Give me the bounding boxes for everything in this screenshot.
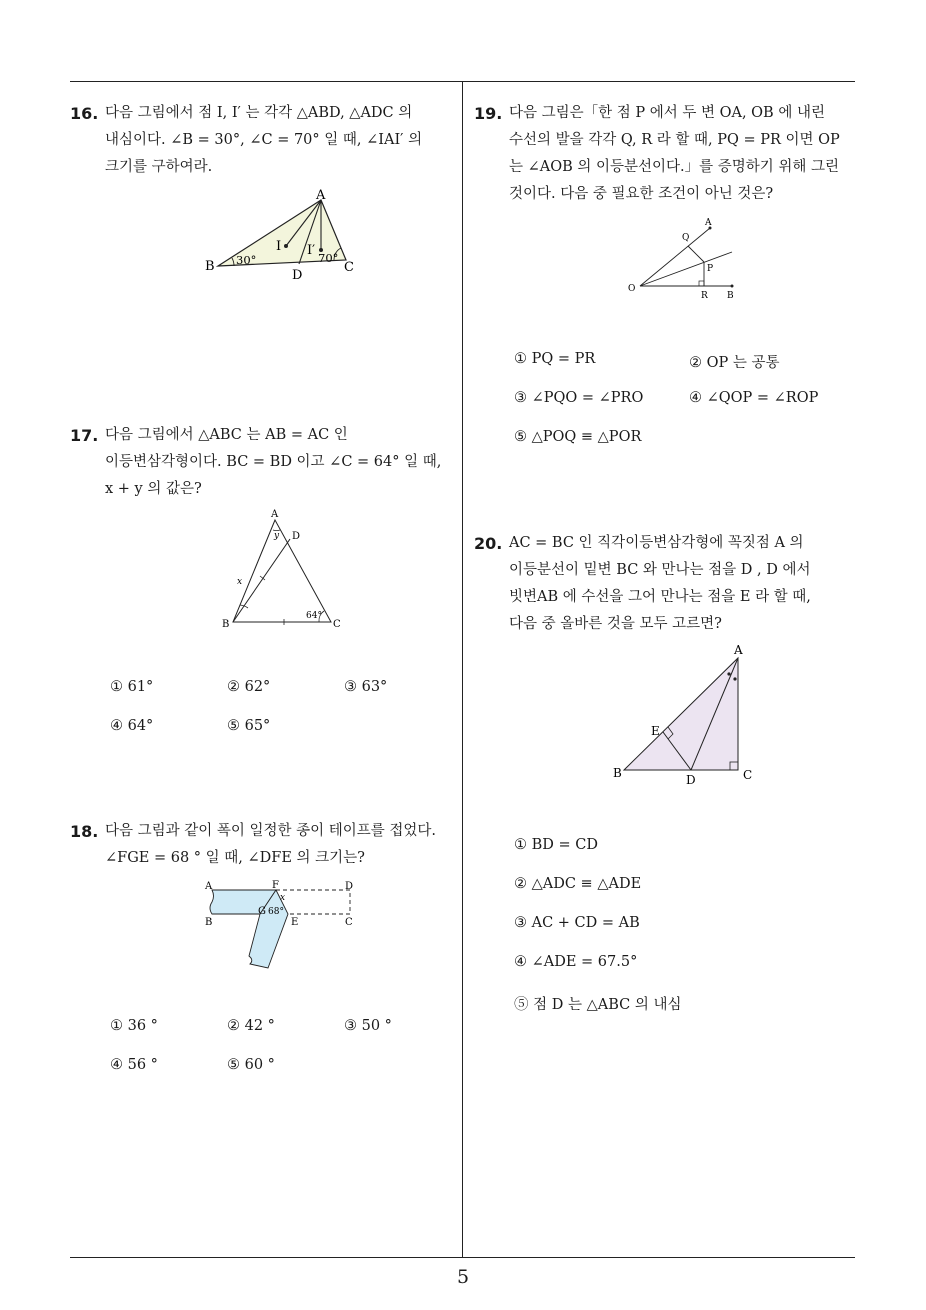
choice-5[interactable]: ⑤ 60 °	[227, 1057, 275, 1073]
angle-label: 68°	[268, 907, 284, 917]
question-17	[70, 422, 460, 512]
question-line: 수선의 발을 각각 Q, R 라 할 때, PQ = PR 이면 OP	[509, 132, 840, 148]
label-a: A	[271, 509, 279, 520]
question-19	[474, 100, 859, 210]
label-q: Q	[682, 233, 690, 243]
question-line: x + y 의 값은?	[105, 481, 202, 497]
question-line: 빗변AB 에 수선을 그어 만나는 점을 E 라 할 때,	[509, 589, 811, 605]
label-b: B	[727, 291, 734, 301]
right-angle-r	[699, 281, 704, 286]
label-d: D	[292, 531, 301, 542]
choice-4[interactable]: ④ 56 °	[110, 1057, 158, 1073]
choice-1[interactable]: ① BD = CD	[514, 837, 598, 853]
choice-2[interactable]: ② 62°	[227, 679, 271, 695]
question-line: 다음 중 올바른 것을 모두 고르면?	[509, 616, 722, 632]
label-b: B	[222, 619, 230, 630]
choice-4[interactable]: ④ 64°	[110, 718, 154, 734]
label-d: D	[345, 881, 354, 892]
question-line: AC = BC 인 직각이등변삼각형에 꼭짓점 A 의	[509, 535, 804, 551]
question-number: 17.	[70, 426, 99, 445]
question-20	[474, 530, 859, 640]
triangle-abc	[233, 520, 331, 622]
label-o: O	[628, 284, 636, 294]
label-e: E	[651, 724, 660, 738]
question-text	[105, 422, 441, 503]
question-number: 18.	[70, 822, 99, 841]
question-line: ∠FGE = 68 ° 일 때, ∠DFE 의 크기는?	[105, 850, 365, 866]
label-c: C	[333, 619, 341, 630]
choice-5[interactable]: ⑤ 점 D 는 △ABC 의 내심	[514, 997, 682, 1013]
label-x: x	[237, 577, 243, 587]
label-c: C	[345, 917, 353, 928]
perpendicular-pq	[688, 246, 704, 262]
label-f: F	[272, 880, 279, 891]
angle-mark-1	[727, 672, 730, 675]
question-line: 다음 그림과 같이 폭이 일정한 종이 테이프를 접었다.	[105, 823, 437, 839]
figure-20-right-triangle	[610, 642, 760, 787]
figure-19-angle-bisector	[624, 214, 744, 304]
choice-1[interactable]: ① PQ = PR	[514, 351, 596, 367]
question-16	[70, 100, 460, 190]
question-line: 는 ∠AOB 의 이등분선이다.」를 증명하기 위해 그린	[509, 159, 840, 175]
question-line: 이등분선이 밑변 BC 와 만나는 점을 D , D 에서	[509, 562, 811, 578]
question-text	[509, 530, 811, 638]
choice-4[interactable]: ④ ∠QOP = ∠ROP	[689, 390, 819, 406]
choice-5[interactable]: ⑤ △POQ ≡ △POR	[514, 429, 642, 445]
choice-3[interactable]: ③ ∠PQO = ∠PRO	[514, 390, 644, 406]
question-18	[70, 818, 460, 878]
choice-4[interactable]: ④ ∠ADE = 67.5°	[514, 954, 638, 970]
question-line: 크기를 구하여라.	[105, 159, 213, 175]
choice-2[interactable]: ② OP 는 공통	[689, 355, 780, 371]
figure-16-triangle	[200, 188, 370, 283]
label-a: A	[734, 643, 743, 657]
choice-3[interactable]: ③ 50 °	[344, 1018, 392, 1034]
column-divider	[462, 82, 463, 1258]
tape-dashed-outline	[276, 890, 350, 914]
figure-17-triangle	[218, 508, 348, 628]
label-i-prime: I′	[307, 243, 316, 258]
label-d: D	[686, 773, 696, 787]
choice-2[interactable]: ② 42 °	[227, 1018, 275, 1034]
label-b: B	[613, 766, 622, 780]
label-p: P	[707, 264, 714, 274]
choice-1[interactable]: ① 61°	[110, 679, 154, 695]
angle-c-label: 64°	[306, 611, 322, 621]
label-d: D	[292, 268, 303, 283]
label-a: A	[316, 188, 326, 203]
question-text	[105, 818, 436, 872]
label-x: x	[280, 893, 286, 903]
bottom-rule	[70, 1257, 855, 1258]
label-b: B	[205, 259, 215, 274]
triangle-abc-fill	[624, 658, 738, 770]
label-e: E	[291, 917, 299, 928]
point-i	[284, 244, 288, 248]
label-b: B	[205, 917, 213, 928]
question-number: 16.	[70, 104, 99, 123]
choice-2[interactable]: ② △ADC ≡ △ADE	[514, 876, 642, 892]
question-line: 다음 그림에서 점 I, I′ 는 각각 △ABD, △ADC 의	[105, 105, 413, 121]
label-i: I	[276, 239, 282, 254]
ray-op	[640, 252, 732, 286]
question-number: 19.	[474, 104, 503, 123]
question-text	[105, 100, 422, 181]
angle-c-label: 70°	[318, 251, 339, 265]
page-number: 5	[456, 1266, 470, 1288]
angle-mark-2	[733, 677, 736, 680]
choice-3[interactable]: ③ AC + CD = AB	[514, 915, 640, 931]
question-number: 20.	[474, 534, 503, 553]
question-line: 이등변삼각형이다. BC = BD 이고 ∠C = 64° 일 때,	[105, 454, 442, 470]
angle-b-label: 30°	[236, 253, 257, 267]
label-c: C	[344, 260, 354, 275]
question-line: 다음 그림은「한 점 P 에서 두 변 OA, OB 에 내린	[509, 105, 825, 121]
point-b	[731, 285, 734, 288]
label-g: G	[258, 906, 266, 917]
label-a: A	[705, 218, 712, 228]
question-line: 다음 그림에서 △ABC 는 AB = AC 인	[105, 427, 348, 443]
question-line: 것이다. 다음 중 필요한 조건이 아닌 것은?	[509, 186, 774, 202]
label-a: A	[205, 881, 213, 892]
label-r: R	[701, 291, 708, 301]
label-y: y	[274, 531, 280, 541]
choice-5[interactable]: ⑤ 65°	[227, 718, 271, 734]
question-text	[509, 100, 840, 208]
figure-18-tape	[200, 878, 360, 973]
choice-1[interactable]: ① 36 °	[110, 1018, 158, 1034]
label-c: C	[743, 768, 753, 782]
question-line: 내심이다. ∠B = 30°, ∠C = 70° 일 때, ∠IAI′ 의	[105, 132, 423, 148]
choice-3[interactable]: ③ 63°	[344, 679, 388, 695]
